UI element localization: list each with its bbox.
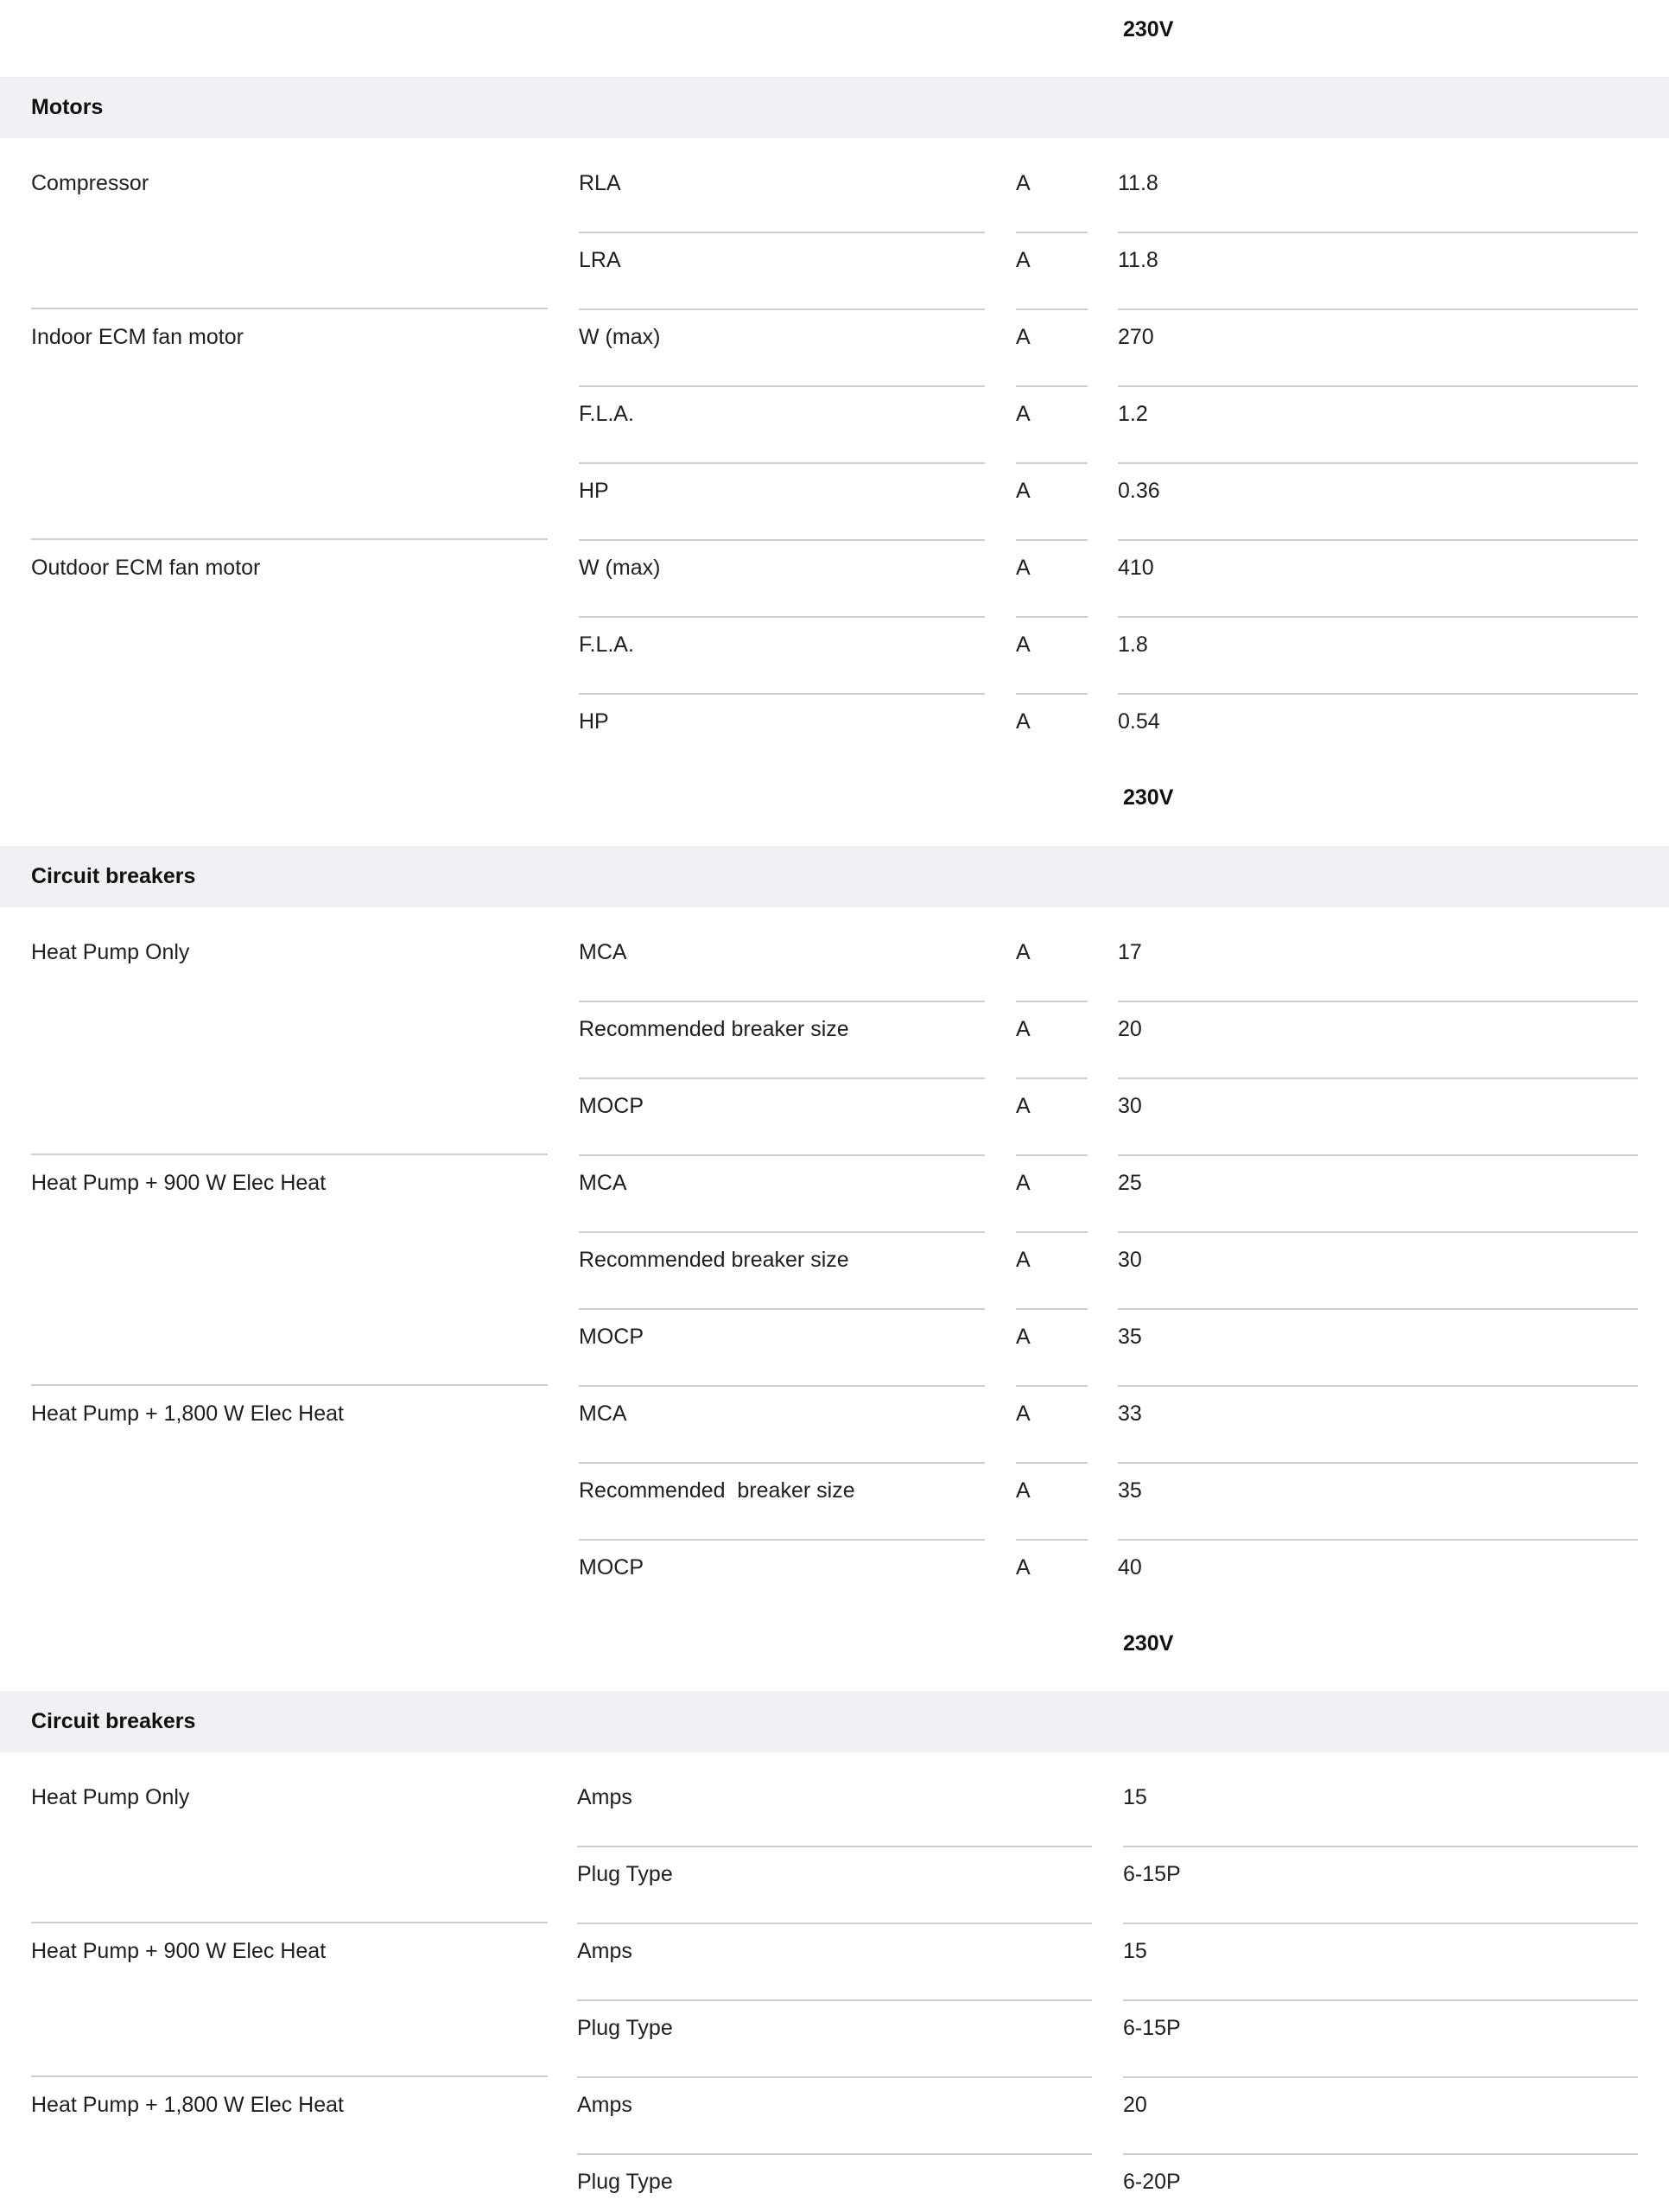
divider	[1123, 1923, 1638, 1924]
divider	[579, 693, 985, 695]
row-value: 6-15P	[1123, 1862, 1181, 1886]
group-label: Heat Pump Only	[31, 1785, 190, 1809]
group-label: Outdoor ECM fan motor	[31, 556, 261, 580]
divider	[1016, 693, 1088, 695]
row-label: HP	[579, 479, 609, 503]
row-value: 1.2	[1118, 402, 1148, 426]
row-value: 0.36	[1118, 479, 1160, 503]
row-value: 20	[1123, 2093, 1147, 2117]
row-unit: A	[1016, 1248, 1031, 1272]
row-label: MCA	[579, 940, 627, 964]
row-unit: A	[1016, 1555, 1031, 1580]
divider	[1118, 1385, 1638, 1387]
divider	[1118, 616, 1638, 618]
divider	[579, 616, 985, 618]
section-title: Motors	[31, 95, 104, 119]
row-unit: A	[1016, 1094, 1031, 1118]
group-divider	[31, 2075, 548, 2077]
row-unit: A	[1016, 479, 1031, 503]
group-divider	[31, 1154, 548, 1155]
row-label: MCA	[579, 1402, 627, 1426]
row-label: MOCP	[579, 1325, 644, 1349]
divider	[1118, 693, 1638, 695]
divider	[1118, 1231, 1638, 1233]
row-label: Amps	[577, 2093, 632, 2117]
row-value: 25	[1118, 1171, 1142, 1195]
row-value: 15	[1123, 1785, 1147, 1809]
row-unit: A	[1016, 1478, 1031, 1503]
group-divider	[31, 1922, 548, 1923]
row-unit: A	[1016, 556, 1031, 580]
row-label: Recommended breaker size	[579, 1017, 849, 1041]
divider	[1016, 1001, 1088, 1002]
divider	[1118, 1077, 1638, 1079]
row-label: Recommended breaker size	[579, 1478, 855, 1503]
row-value: 20	[1118, 1017, 1142, 1041]
divider	[1016, 539, 1088, 541]
divider	[1118, 1462, 1638, 1464]
divider	[579, 1001, 985, 1002]
row-label: Amps	[577, 1939, 632, 1963]
row-value: 270	[1118, 325, 1154, 349]
divider	[577, 1923, 1092, 1924]
divider	[579, 462, 985, 464]
row-value: 11.8	[1118, 171, 1158, 195]
row-label: F.L.A.	[579, 632, 634, 657]
divider	[1016, 385, 1088, 387]
divider	[1016, 462, 1088, 464]
divider	[579, 1385, 985, 1387]
divider	[579, 385, 985, 387]
divider	[1016, 1077, 1088, 1079]
row-unit: A	[1016, 171, 1031, 195]
group-divider	[31, 308, 548, 309]
row-value: 35	[1118, 1478, 1142, 1503]
row-label: LRA	[579, 248, 621, 272]
divider	[1016, 1385, 1088, 1387]
row-label: W (max)	[579, 325, 661, 349]
row-label: Plug Type	[577, 2170, 673, 2194]
divider	[1016, 1462, 1088, 1464]
row-unit: A	[1016, 402, 1031, 426]
row-value: 11.8	[1118, 248, 1158, 272]
row-unit: A	[1016, 1402, 1031, 1426]
group-divider	[31, 538, 548, 540]
group-label: Heat Pump + 900 W Elec Heat	[31, 1939, 327, 1963]
row-unit: A	[1016, 709, 1031, 734]
row-value: 17	[1118, 940, 1142, 964]
divider	[1016, 1308, 1088, 1310]
divider	[1123, 1846, 1638, 1847]
group-label: Heat Pump + 1,800 W Elec Heat	[31, 2093, 344, 2117]
divider	[579, 1308, 985, 1310]
group-label: Heat Pump + 900 W Elec Heat	[31, 1171, 327, 1195]
divider	[1118, 1154, 1638, 1156]
divider	[1118, 385, 1638, 387]
row-label: RLA	[579, 171, 621, 195]
divider	[1118, 1001, 1638, 1002]
row-value: 30	[1118, 1248, 1142, 1272]
divider	[1118, 462, 1638, 464]
row-label: Plug Type	[577, 2016, 673, 2040]
divider	[577, 1999, 1092, 2001]
divider	[1123, 1999, 1638, 2001]
divider	[1123, 2153, 1638, 2155]
group-label: Compressor	[31, 171, 149, 195]
row-value: 35	[1118, 1325, 1142, 1349]
row-label: Amps	[577, 1785, 632, 1809]
divider	[579, 1154, 985, 1156]
row-value: 15	[1123, 1939, 1147, 1963]
divider	[1118, 232, 1638, 233]
row-value: 6-15P	[1123, 2016, 1181, 2040]
row-value: 410	[1118, 556, 1154, 580]
row-unit: A	[1016, 325, 1031, 349]
row-label: F.L.A.	[579, 402, 634, 426]
divider	[1118, 1308, 1638, 1310]
group-label: Heat Pump Only	[31, 940, 190, 964]
plugs-section-header	[0, 1691, 1669, 1752]
divider	[1016, 1539, 1088, 1541]
row-unit: A	[1016, 1325, 1031, 1349]
row-value: 0.54	[1118, 709, 1160, 734]
divider	[1016, 1231, 1088, 1233]
divider	[1016, 308, 1088, 310]
group-label: Heat Pump + 1,800 W Elec Heat	[31, 1402, 344, 1426]
row-value: 1.8	[1118, 632, 1148, 657]
divider	[579, 1539, 985, 1541]
row-label: MOCP	[579, 1555, 644, 1580]
row-unit: A	[1016, 1171, 1031, 1195]
row-label: Plug Type	[577, 1862, 673, 1886]
divider	[1118, 539, 1638, 541]
row-label: HP	[579, 709, 609, 734]
row-unit: A	[1016, 1017, 1031, 1041]
row-label: W (max)	[579, 556, 661, 580]
row-value: 40	[1118, 1555, 1142, 1580]
divider	[577, 1846, 1092, 1847]
row-label: MCA	[579, 1171, 627, 1195]
divider	[579, 1462, 985, 1464]
divider	[1123, 2076, 1638, 2078]
divider	[1016, 616, 1088, 618]
divider	[579, 232, 985, 233]
divider	[579, 1077, 985, 1079]
section-title: Circuit breakers	[31, 864, 196, 888]
divider	[579, 308, 985, 310]
row-unit: A	[1016, 940, 1031, 964]
row-unit: A	[1016, 248, 1031, 272]
divider	[1016, 232, 1088, 233]
row-label: MOCP	[579, 1094, 644, 1118]
voltage-footer: 230V	[1123, 785, 1174, 810]
section-title: Circuit breakers	[31, 1709, 196, 1733]
divider	[579, 1231, 985, 1233]
group-label: Indoor ECM fan motor	[31, 325, 244, 349]
motors-section-header	[0, 77, 1669, 138]
voltage-header: 230V	[1123, 17, 1174, 41]
row-unit: A	[1016, 632, 1031, 657]
group-divider	[31, 1384, 548, 1386]
row-value: 30	[1118, 1094, 1142, 1118]
divider	[1118, 308, 1638, 310]
divider	[1016, 1154, 1088, 1156]
breakers-section-header	[0, 846, 1669, 907]
divider	[1118, 1539, 1638, 1541]
divider	[577, 2076, 1092, 2078]
voltage-footer: 230V	[1123, 1631, 1174, 1656]
row-value: 33	[1118, 1402, 1142, 1426]
divider	[577, 2153, 1092, 2155]
divider	[579, 539, 985, 541]
row-value: 6-20P	[1123, 2170, 1181, 2194]
row-label: Recommended breaker size	[579, 1248, 849, 1272]
